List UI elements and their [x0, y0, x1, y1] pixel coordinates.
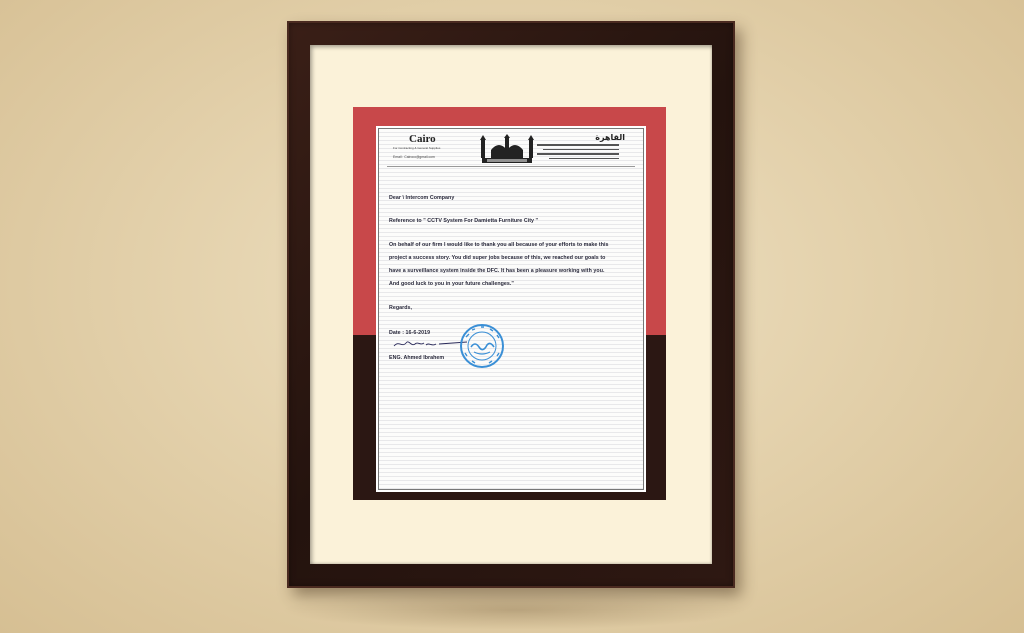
- letterhead-arabic-details: [537, 144, 619, 162]
- frame-mat: [310, 45, 712, 564]
- letterhead-email: Email : Cairoco@gmail.com: [393, 155, 435, 159]
- letterhead-arabic-title: القاهرة: [595, 133, 625, 142]
- letter-paper: [378, 128, 644, 490]
- mosque-logo-icon: [479, 134, 535, 163]
- letter-date: Date : 16-6-2019: [389, 330, 431, 336]
- letter-reference: Reference to " CCTV System For Damietta Furniture City ": [389, 218, 539, 224]
- letter-greeting: Dear \ Intercom Company: [389, 195, 455, 201]
- picture-frame: [287, 21, 735, 588]
- letterhead-tagline: For Contracting & General Supplies: [393, 146, 441, 150]
- letter-body-line: And good luck to you in your future challenges.": [389, 281, 514, 287]
- letter-body-line: On behalf of our firm I would like to thank you all because of your efforts to make this: [389, 242, 609, 248]
- letter-closing: Regards,: [389, 305, 413, 311]
- letter-signatory: ENG. Ahmed Ibrahem: [389, 355, 445, 361]
- backing-poster: [353, 107, 666, 500]
- letter-body-line: have a surveillance system inside the DFC. It has been a pleasure working with you.: [389, 268, 605, 274]
- company-seal-stamp: [459, 323, 505, 369]
- letterhead-rule: [387, 166, 635, 167]
- letterhead: [379, 129, 643, 163]
- frame-shadow: [280, 590, 750, 630]
- letter-body-line: project a success story. You did super jobs because of this, we reached our goals to: [389, 255, 606, 261]
- letterhead-brand: Cairo: [409, 133, 436, 145]
